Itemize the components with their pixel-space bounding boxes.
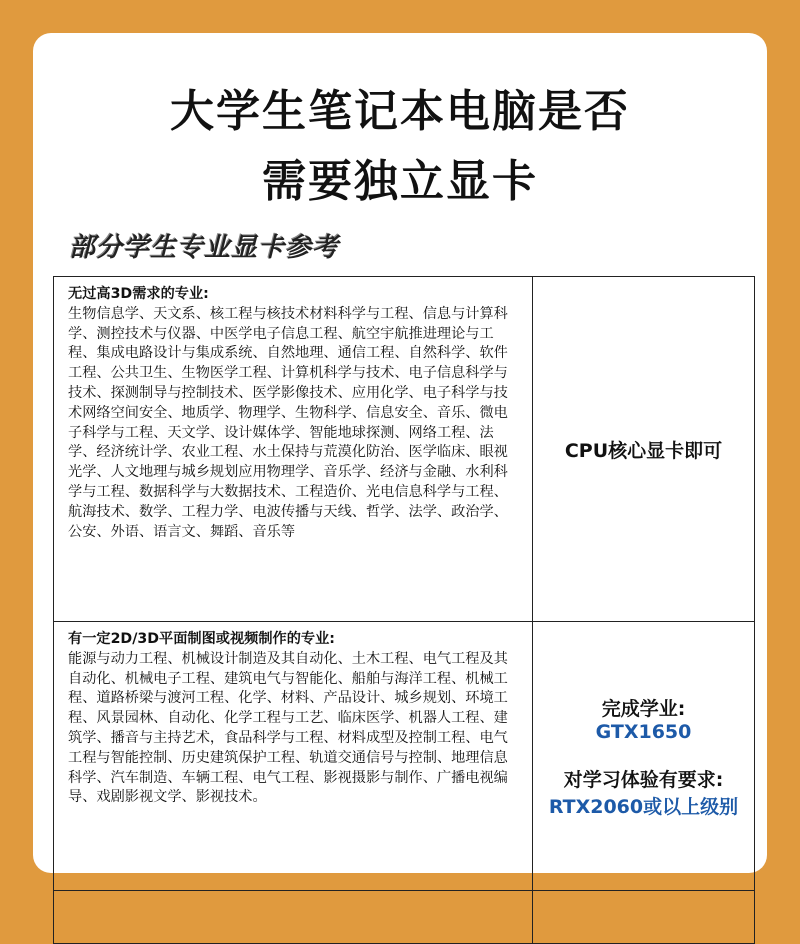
majors-cell xyxy=(54,891,533,944)
recommendation-label: 完成学业: xyxy=(601,697,686,720)
recommendation-label: 对学习体验有要求: xyxy=(563,768,724,791)
page-title-line2: 需要独立显卡 xyxy=(262,156,538,207)
table-row xyxy=(54,277,755,622)
recommendation-text: CPU核心显卡即可 xyxy=(564,439,723,462)
recommendation-cell xyxy=(533,622,755,891)
majors-list: 生物信息学、天文系、核工程与核技术材料科学与工程、信息与计算科学、测控技术与仪器、中医学电子信息工程、航空宇航推进理论与工程、集成电路设计与集成系统、自然地理、通信工程、自然科学、软件工程、公共卫生、生物医学工程、计算机科学与技术、电子信息科学与技术、探测制导与控制技术、医学影像技术、应用化学、电子科学与技术网络空间安全、地质学、物理学、生物科学、信息安全、音乐、微电子科学与工程、天文学、设计媒体学、智能地球探测、网络工程、法学、经济统计学、农业工程、水土保持与荒漠化防治、医学临床、眼视光学、人文地理与城乡规划应用物理学、音乐学、经济与金融、水利科学与工程、数据科学与大数据技术、工程造价、光电信息科学与工程、航海技术、数学、工程力学、电波传播与天线、哲学、法学、政治学、公安、外语、语言文、舞蹈、音乐等 xyxy=(68,305,508,540)
page-title-line1: 大学生笔记本电脑是否 xyxy=(170,86,630,137)
table-row xyxy=(54,891,755,944)
majors-heading: 有一定2D/3D平面制图或视频制作的专业: xyxy=(68,631,335,647)
content-card xyxy=(33,33,767,873)
section-subtitle: 部分学生专业显卡参考 xyxy=(69,233,340,263)
majors-gpu-table xyxy=(53,276,755,944)
majors-heading: 无过高3D需求的专业: xyxy=(68,286,209,302)
majors-list: 能源与动力工程、机械设计制造及其自动化、土木工程、电气工程及其自动化、机械电子工程、建筑电气与智能化、船舶与海洋工程、机械工程、道路桥梁与渡河工程、化学、材料、产品设计、城乡规划、环境工程、风景园林、自动化、化学工程与工艺、临床医学、机器人工程、建筑学、播音与主持艺术，食品科学与工程、材料成型及控制工程、电气工程与智能控制、历史建筑保护工程、轨道交通信号与控制、地理信息科学、汽车制造、车辆工程、电气工程、影视摄影与制作、广播电视编导、戏剧影视文学、影视技术。 xyxy=(68,650,508,806)
table-row xyxy=(54,622,755,891)
majors-cell xyxy=(54,277,533,622)
recommendation-cell xyxy=(533,277,755,622)
majors-cell xyxy=(54,622,533,891)
recommendation-cell xyxy=(533,891,755,944)
recommendation-value: GTX1650 xyxy=(595,720,692,743)
recommendation-value: RTX2060或以上级别 xyxy=(548,795,739,818)
